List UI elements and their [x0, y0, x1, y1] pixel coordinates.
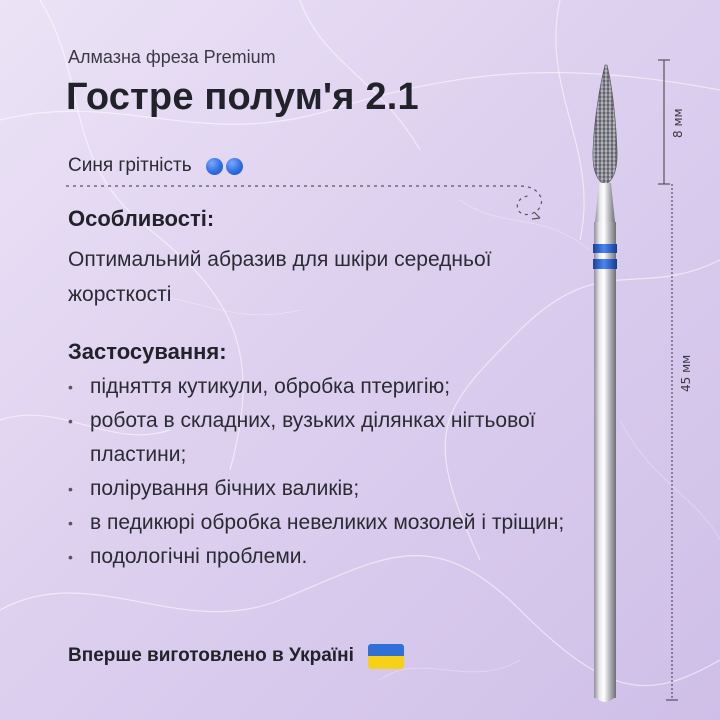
bur-shaft	[594, 222, 616, 698]
blue-ring-upper	[593, 244, 617, 253]
usage-list-item: • в педикюрі обробка невеликих мозолей і тріщин;	[68, 506, 588, 540]
head-length-label: 8 мм	[671, 108, 685, 138]
total-length-label: 45 мм	[679, 354, 693, 392]
bur-head	[593, 65, 617, 184]
usage-heading: Застосування:	[68, 339, 227, 364]
usage-list-item: • підняття кутикули, обробка птеригію;	[68, 370, 588, 404]
usage-list-item: • полірування бічних валиків;	[68, 472, 588, 506]
usage-list-item: • подологічні проблеми.	[68, 540, 588, 574]
features-heading: Особливості:	[68, 206, 215, 231]
bur-shaft-tip	[594, 696, 616, 702]
usage-list-item: • робота в складних, вузьких ділянках нігтьової пластини;	[68, 404, 588, 472]
made-in-text: Вперше виготовлено в Україні	[68, 645, 354, 666]
features-text: Оптимальний абразив для шкіри середньої жорсткості	[68, 248, 492, 306]
product-title: Гостре полум'я 2.1	[66, 76, 419, 118]
grit-label: Синя грітність	[68, 155, 192, 176]
product-subtitle: Алмазна фреза Premium	[68, 47, 276, 67]
blue-ring-lower	[593, 259, 617, 269]
bur-neck	[595, 183, 615, 222]
